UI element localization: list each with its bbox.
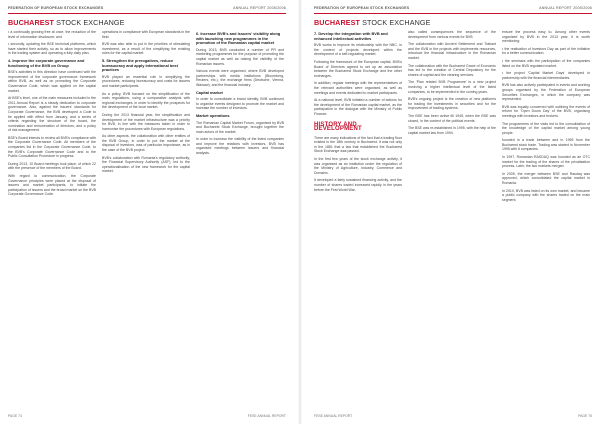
paragraph: also called consequences the sequence of the development from various events for BVB [408, 30, 496, 39]
paragraph: In addition, regular meetings with the representatives of the relevant authorities were organised, as well as meetings and events dedicated to market participants. [314, 81, 402, 95]
paragraph: operations in compliance with European standards in the field. [102, 30, 190, 39]
paragraph: The programmes of the visits led to the consolidation of the knowledge of the capital market among young people. [502, 121, 590, 135]
page-footer [8, 414, 286, 420]
paragraph: BVB works to improve its relationship with the NBC, in the context of projects developed within the development of a self-regulating market. [314, 43, 402, 57]
paragraph: The BSE was re-established in 1995, with the help of the capital market law from 1994. [408, 126, 496, 135]
section-title-rest: STOCK EXCHANGE [360, 18, 431, 27]
subheading: 4. Improve the corporate governance and functioning of the BVB on Group [8, 57, 85, 68]
paragraph: With regard to communication, the Corporate Governance principles were placed at the disposal of issuers and market participants, to initiate the participation of issuers and the broad market on the BVB Corporate Governance Code. [8, 174, 96, 197]
section-title-brand: BUCHAREST [8, 18, 55, 27]
paragraph: In 1997, Romanian RASDAQ was founded as an OTC market for the trading of the shares of the privatisation process. Later, the two markets merged. [502, 155, 590, 169]
column-2 [408, 30, 496, 410]
right-page [306, 0, 600, 424]
paragraph: • the realisation of Investors Day as part of the initiative for a better communication. [502, 46, 590, 56]
paragraph: At BSE's level, one of the main measures included in the 2011 Annual Report is a steady dedication to corporate governance. Also, against the Issuers' standards for Corporate Governance, the BVB developed a Code to be applied with effect from January, and a series of criteria regarding the structure of the board, the nomination and remuneration of directors, and a policy of risk management. [8, 96, 96, 133]
paragraph: • the seminars with the participation of the companies listed on the BVB regulated market. [502, 58, 590, 68]
subheading: Capital market [196, 89, 223, 95]
paragraph: • secondly, updating the BSE technical platforms, which have started their activity, so as to allow improvements in the trading system and operating a fully daily plan. [8, 42, 96, 56]
paragraph: BVB was equally concerned with outlining the events of reform for 'Open Doors Day' of the BVB, organising meetings with investors and brokers. [502, 104, 590, 118]
paragraph: At a national level, BVB initiated a number of actions for the development of the Romanian capital market, as the participation in the dialogue with the Ministry of Public Finance. [314, 98, 402, 116]
footer-title: FESE ANNUAL REPORT [247, 414, 286, 418]
footer-title: FESE ANNUAL REPORT [314, 414, 353, 418]
subheading: 7. Develop the integration with BVB and enhanced intellectual activities [314, 31, 388, 41]
paragraph: • a continually growing free at once, the reduction of the level of information disclosure; and [8, 30, 96, 39]
section-title [314, 18, 431, 27]
paragraph: In order to consolidate a brand identity, BVB continued to organise events designed to promote the market and increase the number of investors. [196, 97, 284, 111]
section-title [8, 18, 125, 27]
subheading: Market operations [196, 112, 230, 118]
paragraph: BSE's Board intends to review all BVB's compliance with the Corporate Governance Code. All members of the companies list in the Corporate Governance Code, to the BVB's Corporate Governance Code and to the Public Consultation Procedure in progress. [8, 135, 96, 159]
paragraph: • the project 'Capital Market Days' developed in partnership with the financial intermediaries. [502, 71, 590, 80]
paragraph: BSE's activities in this direction have continued with the improvement of the corporate governance framework within BVB, as well as on promoting the Corporate Governance Code, which was applied on the capital market. [8, 70, 96, 93]
column-1 [314, 30, 402, 410]
subheading: 6. Increase BVB's and issuers' visibility along with launching new programmes in the promotion of the Romanian capital market [196, 31, 281, 46]
text-columns [8, 30, 286, 410]
header-rule [8, 13, 286, 14]
section-title-rest: STOCK EXCHANGE [54, 18, 125, 27]
paragraph: founded in a trade between and in 1995 from the Bucharest stock trade. Trading was started in November 1995 with 6 companies. [502, 138, 590, 152]
paragraph: In the first few years of the stock exchange activity, it was organised as an institution under the regulation of the Ministry of Agriculture, Industry, Commerce and Domains. [314, 157, 402, 175]
paragraph: In order to increase the visibility of the listed companies and improve the relations with investors, BVB has organised meetings between issuers and financial analysts. [196, 137, 284, 156]
paragraph: The collaboration with the Bucharest Grace of Economic has led to the creation of Central Depository for the shares of capital and the clearing services. [408, 63, 496, 77]
paragraph: The collaboration with Ancient Settlement and Trabant and the BVB in the projects with implements resources, introduce the financial infrastructure in the Romanian market. [408, 42, 496, 60]
paragraph: In 2010, BVB was listed on its own market, and became a public company with the shares traded on the main segment. [502, 188, 590, 202]
text-columns [314, 30, 592, 410]
paragraph: The BSE has been active till 1945, when the BSE was closed, in the context of the political events. [408, 113, 496, 123]
column-2 [102, 30, 190, 410]
page-gutter [298, 0, 302, 424]
header-publisher: FEDERATION OF EUROPEAN STOCK EXCHANGES [314, 6, 410, 10]
page-number: PAGE 74 [8, 414, 22, 418]
subheading: 5. Strengthen the prerogatives, reduce bureaucracy and apply international best practices [102, 57, 178, 73]
paragraph: BVB's collaboration with Romania's regulatory authority, the Financial Supervisory Authority (ASF), led to the operationalisation of the new framework for the capital market. [102, 155, 190, 174]
paragraph: Following the framework of the European capital, BVB's Board of Directors agreed to set up an association between the Bucharest Stock Exchange and the other exchanges. [314, 59, 402, 78]
column-3 [502, 30, 590, 410]
paragraph: During the 2013 financial year, the simplification and development of the market infrastructure was a priority for BVB, in line with the measures taken in order to harmonise the procedures with European regulations. [102, 112, 190, 131]
column-3 [196, 30, 284, 410]
column-1 [8, 30, 96, 410]
page-footer [314, 414, 592, 420]
paragraph: It developed a fairly sustained financing activity, and the number of shares traded increased rapidly in the years before the First World War. [314, 178, 402, 192]
history-heading: HISTORY AND DEVELOPMENT [314, 121, 362, 133]
paragraph: The 'Plan related BVB Programme' is a new project involving a higher intellectual level of the listed companies, to be implemented in the coming years. [408, 80, 496, 94]
header-rule [314, 13, 592, 14]
page-number: PAGE 75 [578, 414, 592, 418]
paragraph: During 2013, BVB conducted a number of PR and marketing programmes for the purpose of promoting the capital market as well as raising the visibility of the Romanian issuers. [196, 47, 284, 66]
paragraph: ensure the process easy to. Among other events organised by BVB in the 2013 year, it is worth mentioning: [502, 30, 590, 44]
paragraph: Various events were organised, where BVB developed partnerships with media institutions (Bloomberg, Reuters, etc.), the exchange firms (Deutsche, Vienna, Warsaw), and the financial industry. [196, 69, 284, 87]
paragraph: BVB played an essential role in simplifying the procedures, reducing bureaucracy and costs for issuers and market participants. [102, 74, 190, 88]
header-report-title: ANNUAL REPORT 2005/2006 [233, 6, 286, 10]
paragraph: As a policy, BVB focused on the simplification of the main regulations, using a comparative analysis with regional exchanges, in order to identify the prospects for the development of the local market. [102, 91, 190, 110]
header-report-title: ANNUAL REPORT 2005/2006 [539, 6, 592, 10]
paragraph: As other aspects, the collaboration with other entities of the BVB Group, in order to put the market at the disposal of investors, was of particular importance, as in the case of the BVB project. [102, 134, 190, 153]
paragraph: BVB was also able to put in the priorities of stimulating investment, as a result of the simplifying the existing rules for the capital market. [102, 42, 190, 56]
paragraph: During 2013, 10 Board meetings took place, of which 22 with the presence of the members of the Board. [8, 161, 96, 171]
paragraph: BVB's ongoing project is the creation of new platforms for trading the investments in securities and for the improvement of trading systems. [408, 97, 496, 111]
paragraph: The Romanian Capital Market Forum, organised by BVB and Bucharest Stock Exchange, brought together the main actors of the market. [196, 120, 284, 134]
paragraph: There are many indications of the fact that a trading floor existed in the 18th century in Bucharest. It was not only in the 1881 that a law that established the Bucharest Stock Exchange was passed. [314, 135, 402, 154]
section-title-brand: BUCHAREST [314, 18, 361, 27]
paragraph: In 2005, the merger between BSE and Rasdaq was approved, which consolidated the capital market in Romania. [502, 171, 590, 186]
header-publisher: FEDERATION OF EUROPEAN STOCK EXCHANGES [8, 6, 104, 10]
paragraph: BVB has also actively participated in events and working groups organised by the Federation of European Securities Exchanges, in which the company was represented. [502, 83, 590, 102]
left-page [0, 0, 294, 424]
